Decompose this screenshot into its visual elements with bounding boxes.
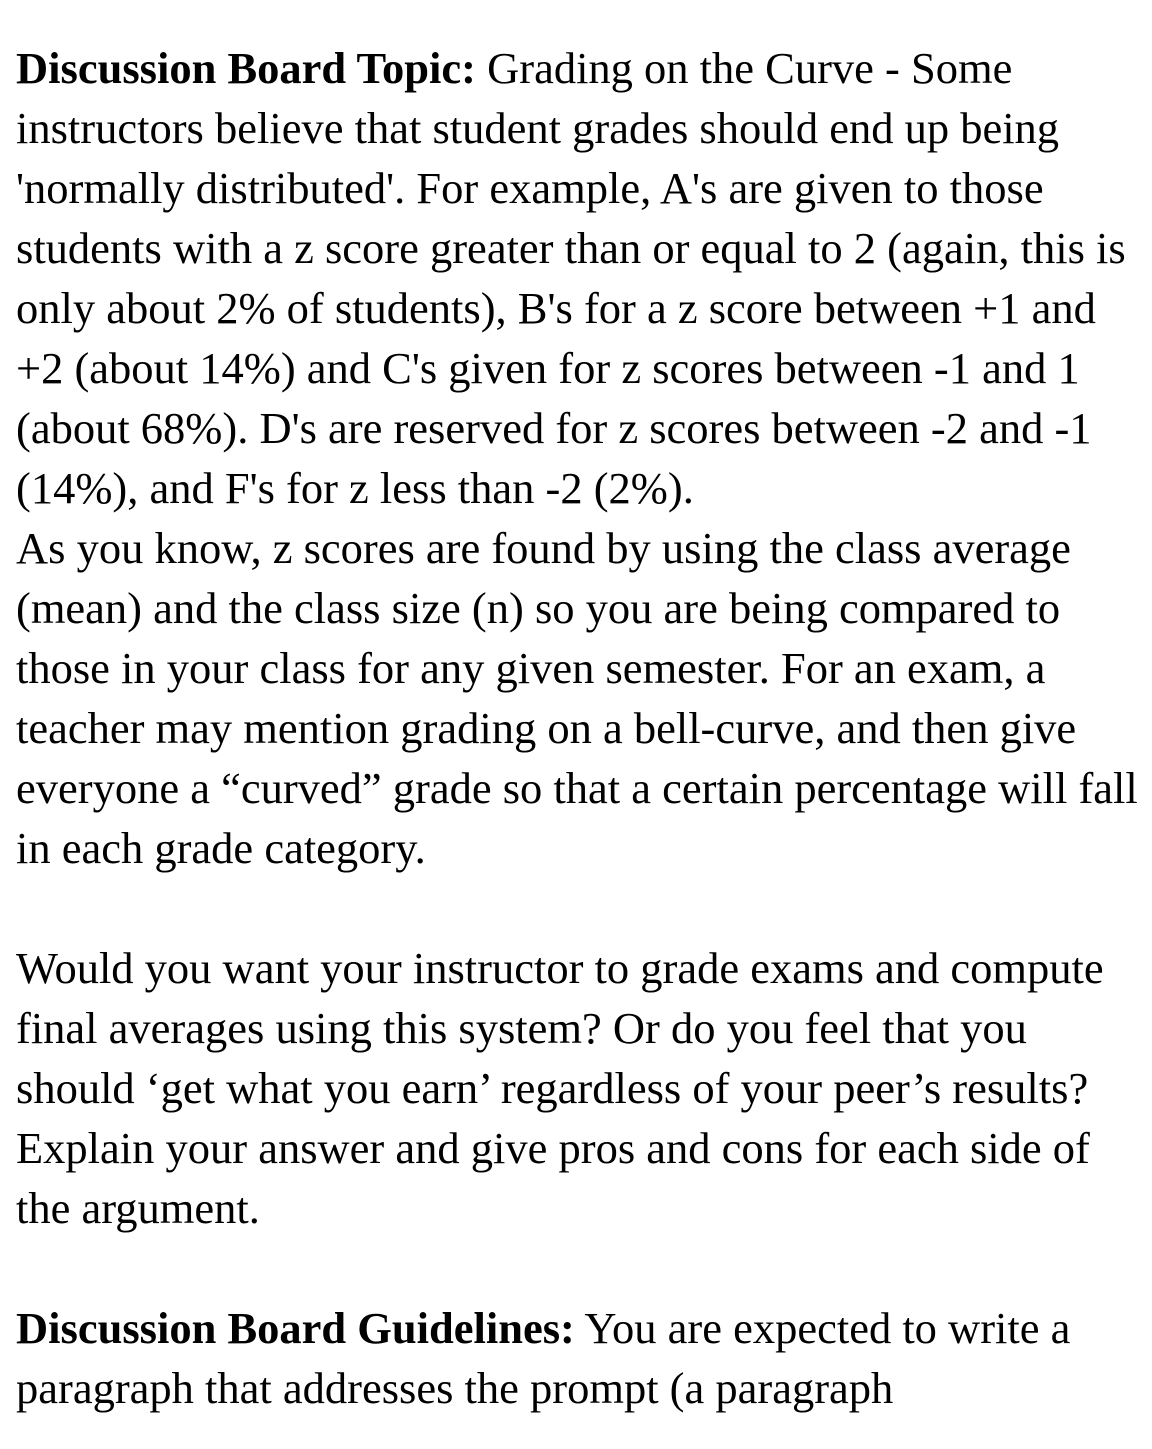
guidelines-text: You are expected to write a paragraph that addresses the prompt (a paragraph: [16, 1303, 1071, 1413]
topic-text: Grading on the Curve - Some instructors believe that student grades should end up being 'normally distributed'. For example, A's are given to those students with a z score greater than or equal to 2 (again, this is only about 2% of students), B's for a z score between +1 and +2 (about 14%) and C's given for z scores between -1 and 1 (about 68%). D's are reserved for z scores between -2 and -1 (14%), and F's for z less than -2 (2%).: [16, 43, 1126, 513]
context-paragraph: As you know, z scores are found by using the class average (mean) and the class size (n) so you are being compared to those in your class for any given semester. For an exam, a teacher may mention grading on a bell-curve, and then give everyone a “curved” grade so that a certain percentage will fall in each grade category.: [16, 523, 1138, 873]
question-paragraph: Would you want your instructor to grade exams and compute final averages using this system? Or do you feel that you should ‘get what you earn’ regardless of your peer’s results? Explain your answer and give pros and cons for each side of the argument.: [16, 943, 1104, 1233]
paragraph-spacer: [16, 878, 1141, 938]
guidelines-label: Discussion Board Guidelines:: [16, 1303, 575, 1353]
guidelines-paragraph: [16, 1298, 1141, 1418]
topic-label: Discussion Board Topic:: [16, 43, 476, 93]
topic-paragraph: [16, 38, 1141, 518]
document-body: [16, 38, 1141, 1418]
paragraph-spacer: [16, 1238, 1141, 1298]
